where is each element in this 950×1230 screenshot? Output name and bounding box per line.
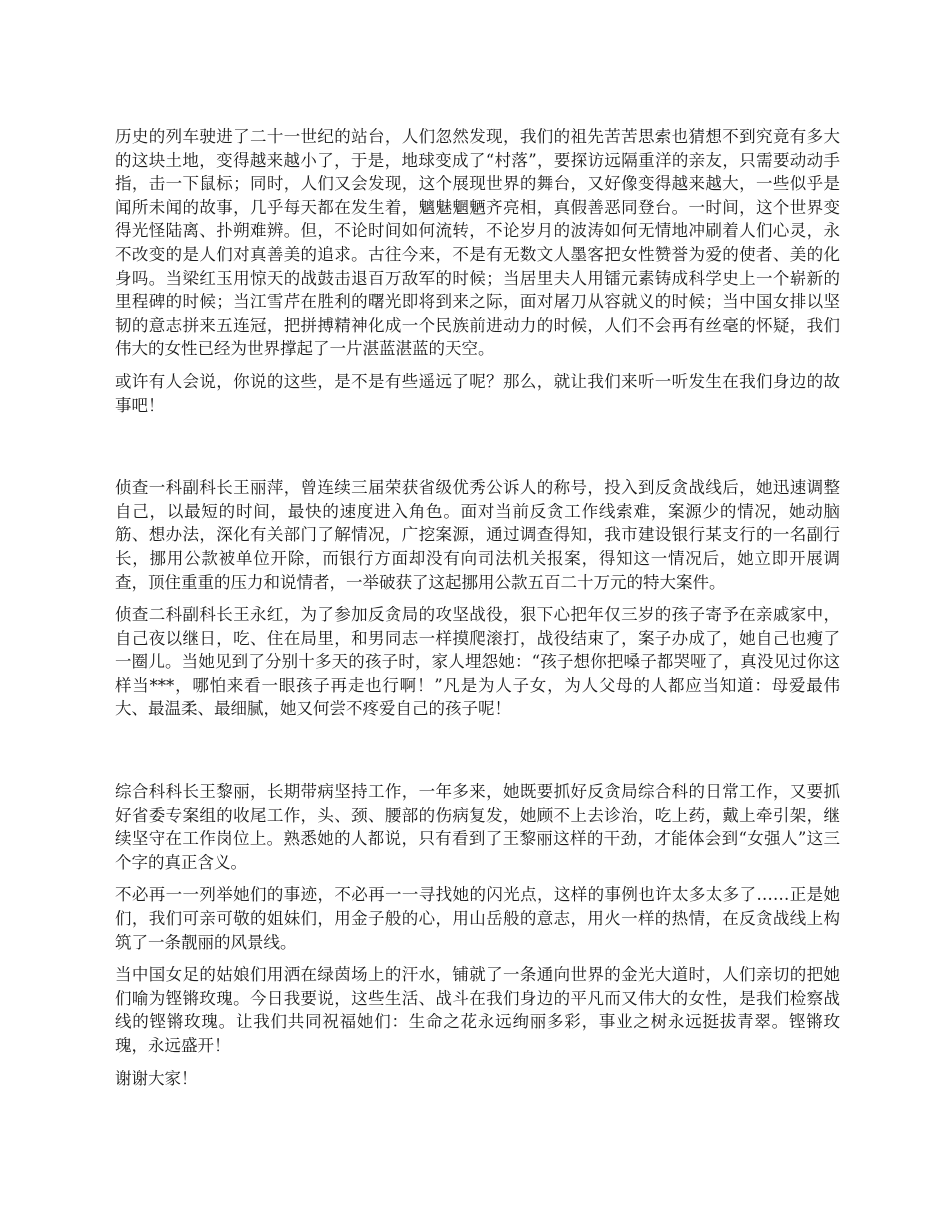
paragraph-transition: 或许有人会说，你说的这些，是不是有些遥远了呢？那么，就让我们来听一听发生在我们身边的故事吧！ <box>115 371 840 415</box>
paragraph-wang-yonghong: 侦查二科副科长王永红，为了参加反贪局的攻坚战役，狠下心把年仅三岁的孩子寄予在亲戚家中，自己夜以继日，吃、住在局里，和男同志一样摸爬滚打，战役结束了，案子办成了，她自己也瘦了一圈儿。当她见到了分别十多天的孩子时，家人埋怨她：“孩子想你把嗓子都哭哑了，真没见过你这样当***，哪怕来看一眼孩子再走也行啊！”凡是为人子女，为人父母的人都应当知道：母爱最伟大、最温柔、最细腻，她又何尝不疼爱自己的孩子呢！ <box>115 605 840 719</box>
paragraph-steel-roses: 当中国女足的姑娘们用洒在绿茵场上的汗水，铺就了一条通向世界的金光大道时，人们亲切的把她们喻为铿锵玫瑰。今日我要说，这些生活、战斗在我们身边的平凡而又伟大的女性，是我们检察战线的铿锵玫瑰。让我们共同祝福她们：生命之花永远绚丽多彩，事业之树永远挺拔青翠。铿锵玫瑰，永远盛开！ <box>115 965 840 1055</box>
section-gap <box>115 730 840 780</box>
paragraph-intro: 历史的列车驶进了二十一世纪的站台，人们忽然发现，我们的祖先苦苦思索也猜想不到究竟有多大的这块土地，变得越来越小了，于是，地球变成了“村落”，要探访远隔重洋的亲友，只需要动动手指，击一下鼠标；同时，人们又会发现，这个展现世界的舞台，又好像变得越来越大，一些似乎是闻所未闻的故事，几乎每天都在发生着，魑魅魍魉齐亮相，真假善恶同登台。一时间，这个世界变得光怪陆离、扑朔难辨。但，不论时间如何流转，不论岁月的波涛如何无情地冲刷着人们心灵，永不改变的是人们对真善美的追求。古往今来，不是有无数文人墨客把女性赞誉为爱的使者、美的化身吗。当梁红玉用惊天的战鼓击退百万敌军的时候；当居里夫人用镭元素铸成科学史上一个崭新的里程碑的时候；当江雪芹在胜利的曙光即将到来之际，面对屠刀从容就义的时候；当中国女排以坚韧的意志拼来五连冠，把拼搏精神化成一个民族前进动力的时候，人们不会再有丝毫的怀疑，我们伟大的女性已经为世界撑起了一片湛蓝湛蓝的天空。 <box>115 127 840 359</box>
paragraph-wang-lili: 综合科科长王黎丽，长期带病坚持工作，一年多来，她既要抓好反贪局综合科的日常工作，又要抓好省委专案组的收尾工作，头、颈、腰部的伤病复发，她顾不上去诊治，吃上药，戴上牵引架，继续坚守在工作岗位上。熟悉她的人都说，只有看到了王黎丽这样的干劲，才能体会到“女强人”这三个字的真正含义。 <box>115 782 840 872</box>
paragraph-wang-liping: 侦查一科副科长王丽萍，曾连续三届荣获省级优秀公诉人的称号，投入到反贪战线后，她迅速调整自己，以最短的时间，最快的速度进入角色。面对当前反贪工作线索难，案源少的情况，她动脑筋、想办法，深化有关部门了解情况，广挖案源，通过调查得知，我市建设银行某支行的一名副行长，挪用公款被单位开除，而银行方面却没有向司法机关报案，得知这一情况后，她立即开展调查，顶住重重的压力和说情者，一举破获了这起挪用公款五百二十万元的特大案件。 <box>115 478 840 592</box>
section-gap <box>115 426 840 476</box>
paragraph-closing: 谢谢大家！ <box>115 1068 198 1088</box>
document-body <box>115 125 840 1099</box>
paragraph-summary: 不必再一一列举她们的事迹，不必再一一寻找她的闪光点，这样的事例也许太多太多了……正是她们，我们可亲可敬的姐妹们，用金子般的心，用山岳般的意志，用火一样的热情，在反贪战线上构筑了一条靓丽的风景线。 <box>115 885 840 952</box>
